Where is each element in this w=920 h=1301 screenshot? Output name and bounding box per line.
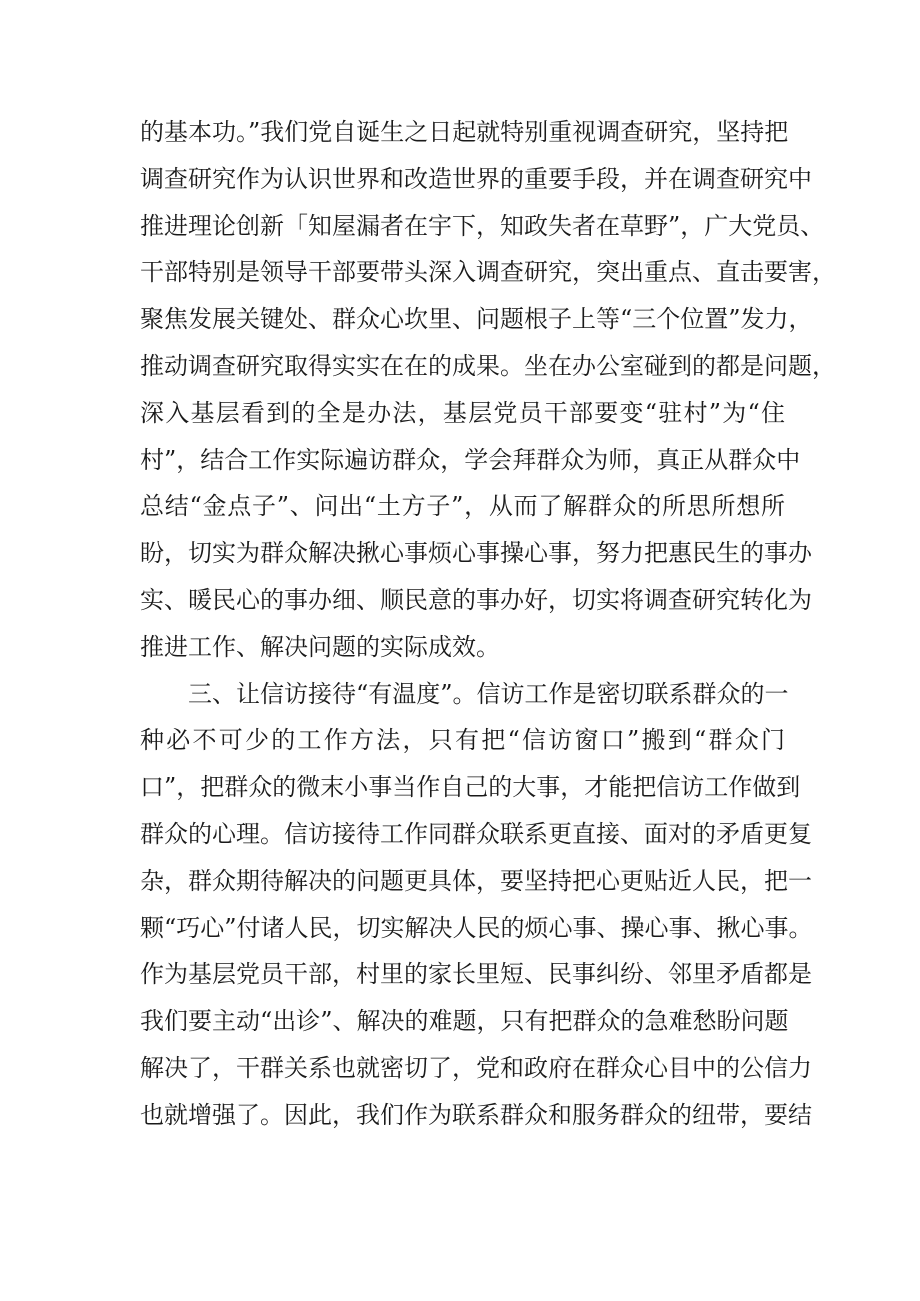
text-line: 口”，把群众的微末小事当作自己的大事，才能把信访工作做到: [140, 773, 801, 802]
text-line: 杂，群众期待解决的问题更具体，要坚持把心更贴近人民，把一: [140, 866, 812, 895]
text-line: 村”，结合工作实际遍访群众，学会拜群众为师，真正从群众中: [140, 445, 801, 474]
text-line: 实、暖民心的事办细、顺民意的事办好，切实将调查研究转化为: [140, 585, 812, 614]
text-line: 聚焦发展关键处、群众心坎里、问题根子上等“三个位置”发力，: [140, 305, 813, 334]
section-heading-line: 三、让信访接待“有温度”。信访工作是密切联系群众的一: [188, 679, 789, 708]
text-line: 推动调查研究取得实实在在的成果。坐在办公室碰到的都是问题，: [140, 351, 836, 380]
text-line: 的基本功。”我们党自诞生之日起就特别重视调查研究，坚持把: [140, 118, 789, 146]
document-body: [140, 109, 836, 1139]
text-line: 颗“巧心”付诸人民，切实解决人民的烦心事、操心事、揪心事。: [140, 913, 813, 942]
text-line: 作为基层党员干部，村里的家长里短、民事纠纷、邻里矛盾都是: [140, 960, 812, 989]
text-line: 调查研究作为认识世界和改造世界的重要手段，并在调查研究中: [140, 164, 812, 193]
text-line: 种必不可少的工作方法，只有把“信访窗口”搬到“群众门: [140, 726, 785, 755]
text-line: 推进理论创新「知屋漏者在宇下，知政失者在草野”，广大党员、: [140, 211, 825, 240]
text-line: 总结“金点子”、问出“土方子”，从而了解群众的所思所想所: [140, 492, 785, 521]
text-line: 解决了，干群关系也就密切了，党和政府在群众心目中的公信力: [140, 1053, 812, 1082]
text-line: 深入基层看到的全是办法，基层党员干部要变“驻村”为“住: [140, 398, 785, 427]
text-line: 推进工作、解决问题的实际成效。: [140, 632, 500, 661]
text-line: 干部特别是领导干部要带头深入调查研究，突出重点、直击要害，: [140, 258, 836, 287]
text-line: 盼，切实为群众解决揪心事烦心事操心事，努力把惠民生的事办: [140, 539, 812, 568]
text-line: 我们要主动“出诊”、解决的难题，只有把群众的急难愁盼问题: [140, 1007, 789, 1036]
text-line: 也就增强了。因此，我们作为联系群众和服务群众的纽带，要结: [140, 1100, 812, 1129]
text-line: 群众的心理。信访接待工作同群众联系更直接、面对的矛盾更复: [140, 819, 812, 848]
